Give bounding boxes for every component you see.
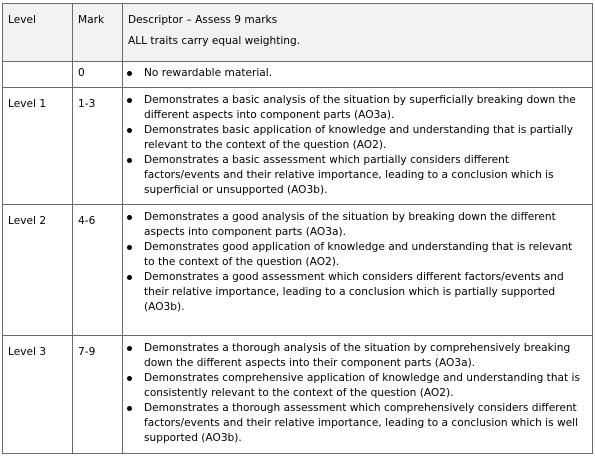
table-row [3, 336, 593, 454]
table-row [3, 62, 593, 88]
level-cell: Level 2 [3, 205, 73, 336]
mark-scheme-table [2, 3, 593, 454]
bullet-icon [127, 71, 132, 76]
level-header: Level [3, 4, 73, 62]
level-cell: Level 3 [3, 336, 73, 454]
table-row [3, 205, 593, 336]
mark-header: Mark [73, 4, 123, 62]
descriptor-cell [123, 62, 593, 88]
weighting-note: ALL traits carry equal weighting. [128, 35, 301, 47]
bullet-icon [127, 98, 132, 103]
bullet-icon [127, 376, 132, 381]
list-item: Demonstrates a thorough assessment which comprehensively considers different factors/events and their relative importance, leading to a conclusion which is well supported (AO3b). [123, 401, 584, 446]
header-row [3, 4, 593, 62]
table-row [3, 88, 593, 205]
descriptor-list [123, 62, 592, 81]
bullet-icon [127, 275, 132, 280]
list-item: Demonstrates a good assessment which considers different factors/events and their relative importance, leading to a conclusion which is partially supported (AO3b). [123, 270, 584, 315]
bullet-icon [127, 245, 132, 250]
descriptor-title: Descriptor – Assess 9 marks [128, 14, 278, 26]
descriptor-header [123, 4, 593, 62]
list-item: Demonstrates good application of knowledge and understanding that is relevant to the context of the question (AO2). [123, 240, 584, 270]
level-cell [3, 62, 73, 88]
list-item: Demonstrates a basic assessment which partially considers different factors/events and their relative importance, leading to a conclusion which is superficial or unsupported (AO3b). [123, 153, 584, 198]
list-item: Demonstrates a good analysis of the situation by breaking down the different aspects into component parts (AO3a). [123, 210, 584, 240]
list-item: Demonstrates a basic analysis of the situation by superficially breaking down the different aspects into component parts (AO3a). [123, 93, 584, 123]
bullet-icon [127, 215, 132, 220]
list-item: Demonstrates comprehensive application of knowledge and understanding that is consistently relevant to the context of the question (AO2). [123, 371, 584, 401]
mark-cell: 4-6 [73, 205, 123, 336]
bullet-icon [127, 346, 132, 351]
descriptor-list [123, 88, 592, 198]
mark-cell: 0 [73, 62, 123, 88]
mark-cell: 1-3 [73, 88, 123, 205]
descriptor-list [123, 336, 592, 446]
list-item: No rewardable material. [123, 66, 584, 81]
list-item: Demonstrates basic application of knowledge and understanding that is partially relevant to the context of the question (AO2). [123, 123, 584, 153]
bullet-icon [127, 158, 132, 163]
descriptor-list [123, 205, 592, 315]
mark-cell: 7-9 [73, 336, 123, 454]
bullet-icon [127, 406, 132, 411]
descriptor-cell [123, 336, 593, 454]
list-item: Demonstrates a thorough analysis of the situation by comprehensively breaking down the different aspects into their component parts (AO3a). [123, 341, 584, 371]
descriptor-cell [123, 88, 593, 205]
level-cell: Level 1 [3, 88, 73, 205]
descriptor-cell [123, 205, 593, 336]
bullet-icon [127, 128, 132, 133]
